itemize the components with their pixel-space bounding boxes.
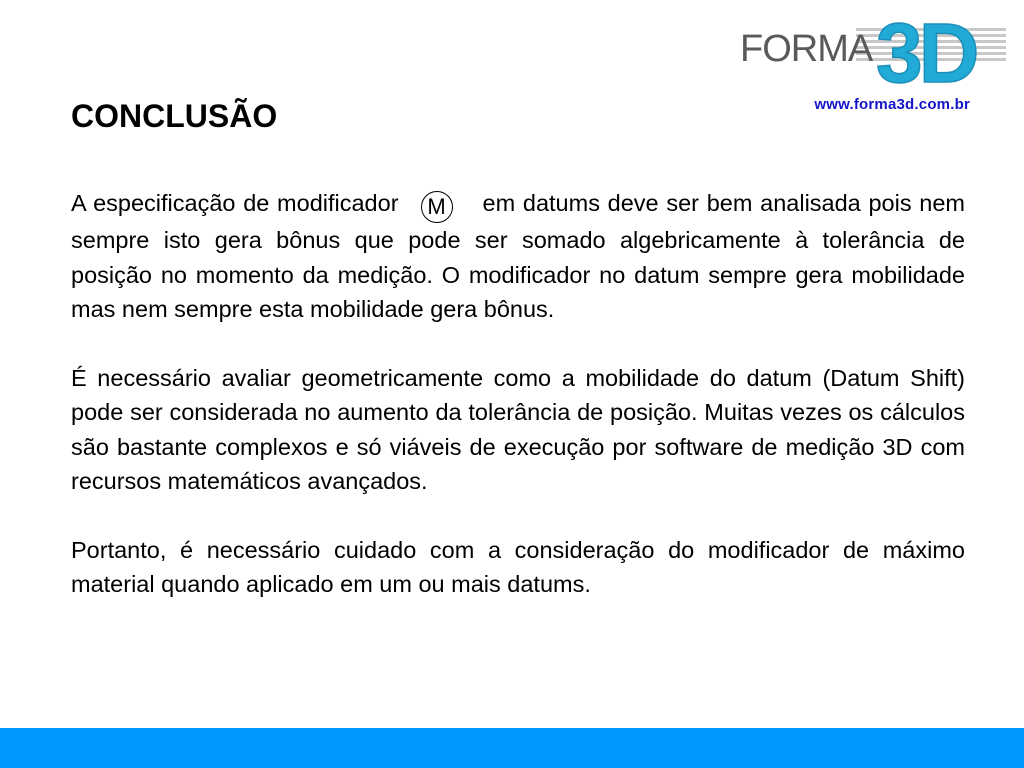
- paragraph-3: Portanto, é necessário cuidado com a consideração do modificador de máximo material quando aplicado em um ou mais datums.: [71, 536, 965, 597]
- paragraph-2: É necessário avaliar geometricamente como a mobilidade do datum (Datum Shift) pode ser considerada no aumento da tolerância de posição. Muitas vezes os cálculos são bastante complexos e só viáveis de execução por software de medição 3D com recursos matemáticos avançados.: [71, 364, 965, 494]
- footer-bar: [0, 728, 1024, 768]
- max-material-modifier-symbol: M: [421, 191, 453, 223]
- paragraph-1: [71, 186, 965, 327]
- paragraph-1-after-symbol: em datums deve ser bem analisada pois nem sempre isto gera bônus que pode ser somado algebricamente à tolerância de posição no momento da medição. O modificador no datum sempre gera mobilidade mas nem sempre esta mobilidade gera bônus.: [71, 190, 965, 322]
- logo-forma-text: FORMA: [740, 28, 873, 70]
- logo-3d-text: 3D: [876, 10, 976, 88]
- paragraph-1-before-symbol: A especificação de modificador: [71, 190, 399, 216]
- forma3d-logo-graphic: [738, 10, 1008, 88]
- website-url-link[interactable]: www.forma3d.com.br: [814, 96, 970, 113]
- forma3d-logo: [738, 10, 1008, 88]
- slide-content: [71, 186, 965, 636]
- slide-title: CONCLUSÃO: [71, 98, 278, 134]
